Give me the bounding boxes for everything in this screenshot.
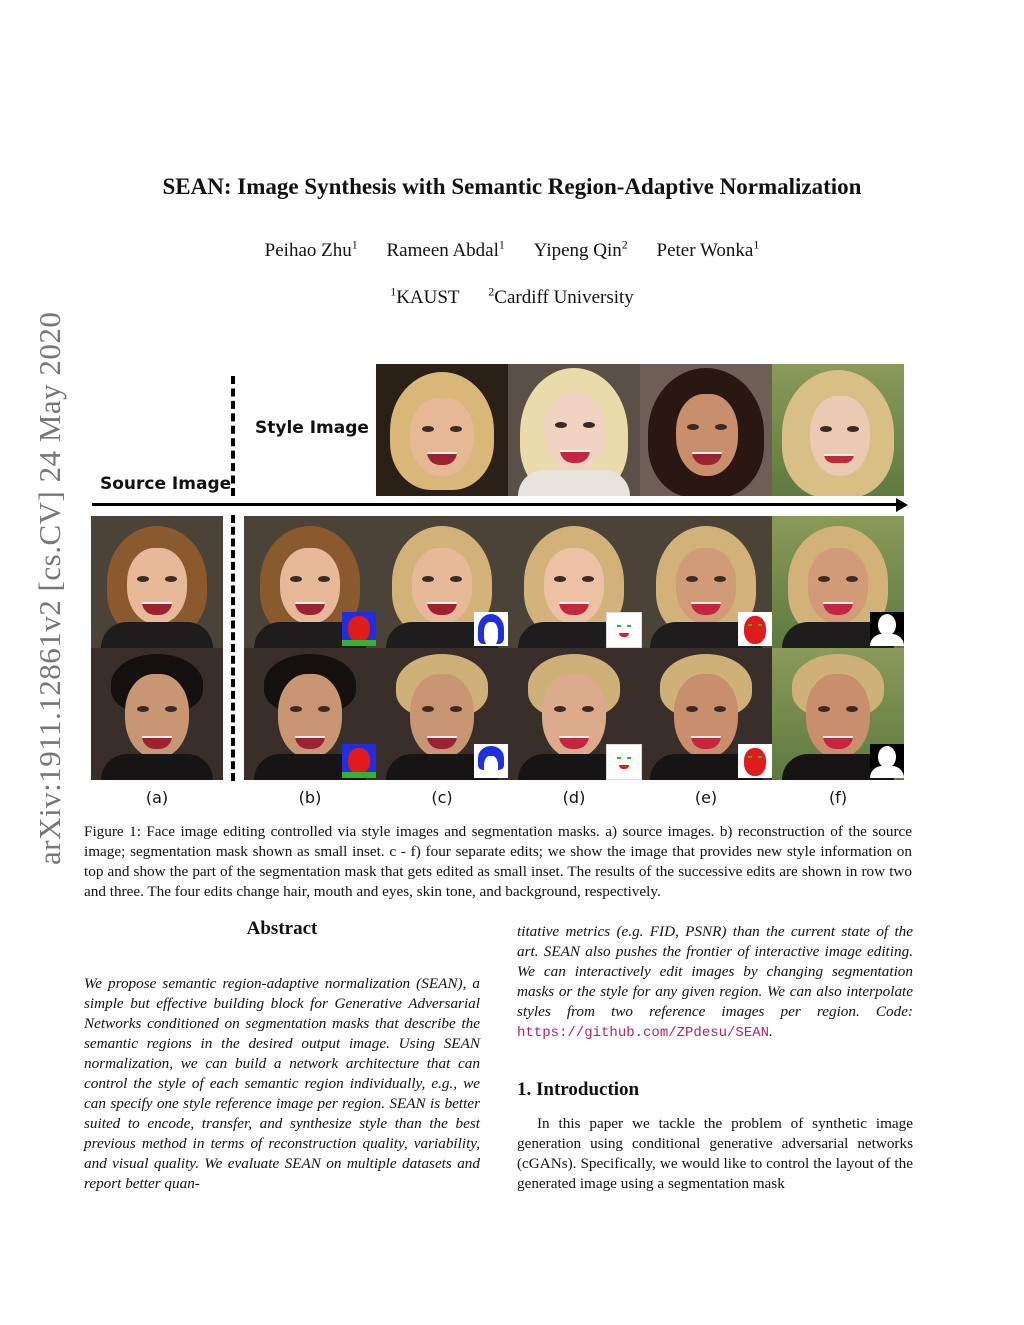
affiliations [0,284,1024,309]
affiliation-kaust: $^1$KAUST [390,284,460,308]
author-zhu: Peihao Zhu$^1$ [264,237,358,261]
column-label-b: (b) [298,788,322,807]
inset-background-mask-row1 [870,612,904,646]
inset-mouth-eyes-mask-row1 [606,612,642,648]
inset-skin-mask-row1 [738,612,772,646]
column-label-e: (e) [694,788,718,807]
inset-full-mask-row1 [342,612,376,646]
code-link[interactable]: https://github.com/ZPdesu/SEAN [517,1025,770,1041]
column-label-c: (c) [431,788,453,807]
inset-background-mask-row2 [870,744,904,778]
source-image-row1 [91,516,223,648]
paper-title: SEAN: Image Synthesis with Semantic Region-Adaptive Normalization [162,174,862,199]
affiliation-cardiff: $^2$Cardiff University [488,284,634,308]
author-list [0,237,1024,262]
abstract-text-col1: We propose semantic region-adaptive normalization (SEAN), a simple but effective building block for Generative Adversarial Networks conditioned on segmentation masks that describe the semantic regions in the desired output image. Using SEAN normalization, we can build a network architecture that can control the style of each semantic region individually, e.g., we can specify one style reference image per region. SEAN is better suited to encode, transfer, and synthesize style than the best previous method in terms of reconstruction quality, variability, and visual quality. We evaluate SEAN on multiple datasets and report better quan- [84,975,480,1192]
inset-hair-mask-row1 [474,612,508,646]
style-image-hair [376,364,508,496]
divider-dashed-top [231,376,235,496]
edit-arrow [92,503,898,506]
arrow-head-icon [896,498,908,512]
figure-caption: Figure 1: Face image editing controlled via style images and segmentation masks. a) source images. b) reconstruction of the source image; segmentation mask shown as small inset. c - f) four separate edits; we show the image that provides new style information on top and show the part of the segmentation mask that gets edited as small inset. The results of the successive edits are shown in row two and three. The four edits change hair, mouth and eyes, skin tone, and background, respectively. [84,823,912,900]
column-label-d: (d) [562,788,586,807]
column-label-a: (a) [145,788,169,807]
introduction-heading: 1. Introduction [517,1079,640,1100]
abstract-text-col2: titative metrics (e.g. FID, PSNR) than the current state of the art. SEAN also pushes the frontier of interactive image editing. We can interactively edit images by changing segmentation masks or the style for any given region. We can also interpolate styles from two reference images per region. Code: https://github.com/ZPdesu/SEAN. [517,923,913,1041]
author-abdal: Rameen Abdal$^1$ [386,237,505,261]
inset-skin-mask-row2 [738,744,772,778]
source-image-row2 [91,648,223,780]
author-qin: Yipeng Qin$^2$ [533,237,628,261]
inset-full-mask-row2 [342,744,376,778]
author-wonka: Peter Wonka$^1$ [656,237,760,261]
style-image-mouth-eyes [508,364,640,496]
arxiv-identifier: arXiv:1911.12861v2 [cs.CV] 24 May 2020 [32,311,67,865]
introduction-text: In this paper we tackle the problem of synthetic image generation using conditional generative adversarial networks (cGANs). Specifically, we would like to control the layout of the generated image using a segmentation mask [517,1115,913,1192]
inset-mouth-eyes-mask-row2 [606,744,642,780]
style-image-skin-tone [640,364,772,496]
divider-dashed-bottom [231,515,235,781]
source-image-label: Source Image [100,474,232,494]
abstract-heading: Abstract [246,918,318,939]
column-label-f: (f) [828,788,848,807]
style-image-background [772,364,904,496]
inset-hair-mask-row2 [474,744,508,778]
style-image-label: Style Image [255,418,369,438]
